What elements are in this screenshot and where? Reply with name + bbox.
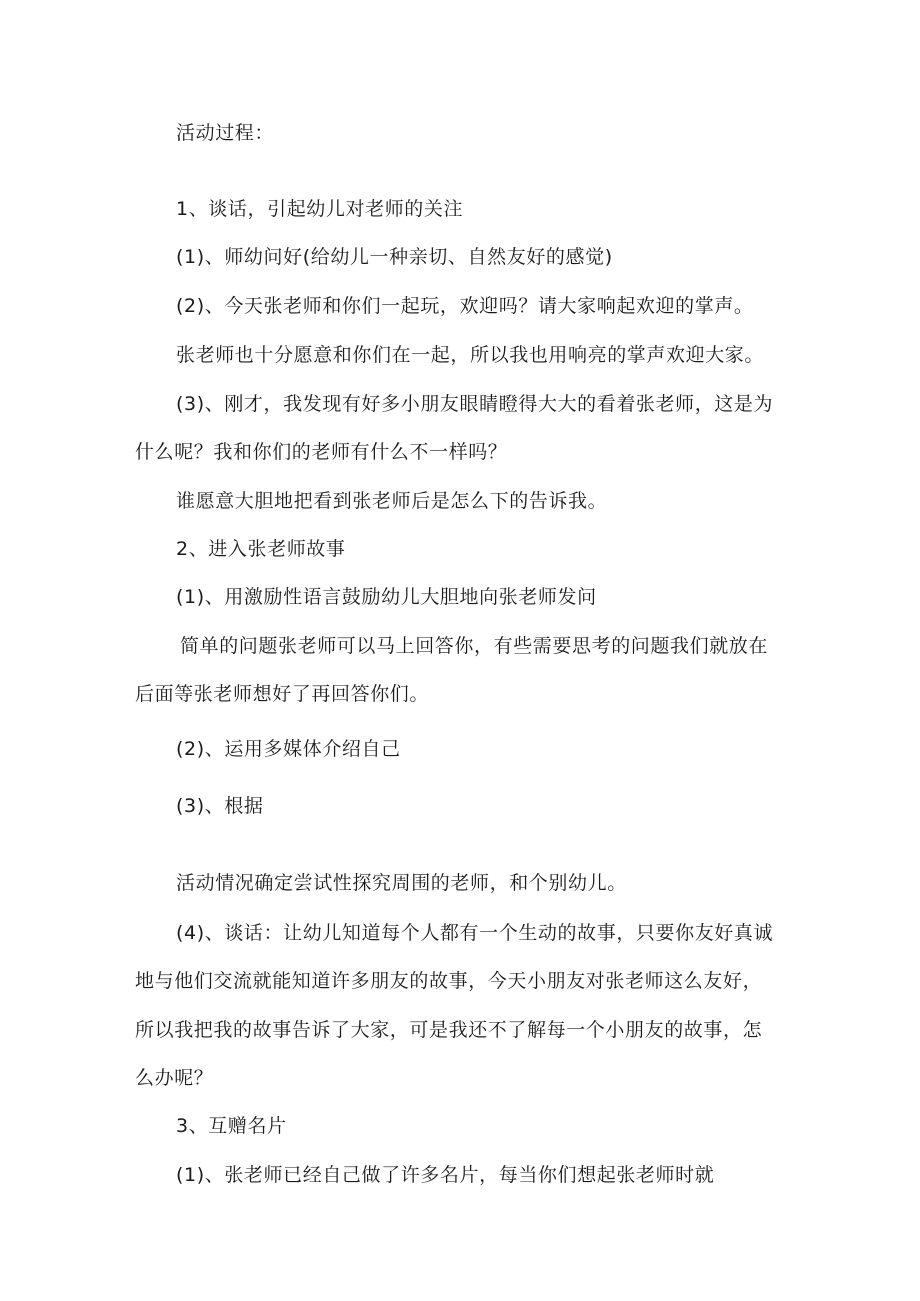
step-2-item-3: (3)、根据 xyxy=(176,795,264,817)
step-3-title: 3、互赠名片 xyxy=(176,1115,287,1137)
step-1-item-3-line-2: 什么呢？我和你们的老师有什么不一样吗？ xyxy=(135,441,508,463)
step-2-item-1: (1)、用激励性语言鼓励幼儿大胆地向张老师发问 xyxy=(176,586,597,608)
step-2-item-4-line-1: (4)、谈话：让幼儿知道每个人都有一个生动的故事，只要你友好真诚 xyxy=(176,922,774,944)
step-2-item-3-continued: 活动情况确定尝试性探究周围的老师，和个别幼儿。 xyxy=(176,872,627,894)
step-1-title: 1、谈话，引起幼儿对老师的关注 xyxy=(176,198,464,220)
section-heading: 活动过程： xyxy=(176,122,275,144)
step-3-item-1: (1)、张老师已经自己做了许多名片，每当你们想起张老师时就 xyxy=(176,1164,715,1186)
step-2-item-2: (2)、运用多媒体介绍自己 xyxy=(176,738,401,760)
step-2-item-4-line-2: 地与他们交流就能知道许多朋友的故事，今天小朋友对张老师这么友好， xyxy=(135,970,763,992)
step-2-item-4-line-3: 所以我把我的故事告诉了大家，可是我还不了解每一个小朋友的故事，怎 xyxy=(135,1019,763,1041)
step-2-item-1-cont-line-1: 简单的问题张老师可以马上回答你，有些需要思考的问题我们就放在 xyxy=(180,635,769,657)
step-2-item-1-cont-line-2: 后面等张老师想好了再回答你们。 xyxy=(135,683,430,705)
step-1-item-2-continued: 张老师也十分愿意和你们在一起，所以我也用响亮的掌声欢迎大家。 xyxy=(176,344,765,366)
step-2-item-4-line-4: 么办呢？ xyxy=(135,1067,214,1089)
step-1-item-2: (2)、今天张老师和你们一起玩，欢迎吗？请大家响起欢迎的掌声。 xyxy=(176,295,754,317)
step-2-title: 2、进入张老师故事 xyxy=(176,538,346,560)
step-1-item-1: (1)、师幼问好(给幼儿一种亲切、自然友好的感觉) xyxy=(176,246,613,268)
step-1-item-3-line-1: (3)、刚才，我发现有好多小朋友眼睛瞪得大大的看着张老师，这是为 xyxy=(176,393,774,415)
step-1-item-3-continued: 谁愿意大胆地把看到张老师后是怎么下的告诉我。 xyxy=(176,490,608,512)
